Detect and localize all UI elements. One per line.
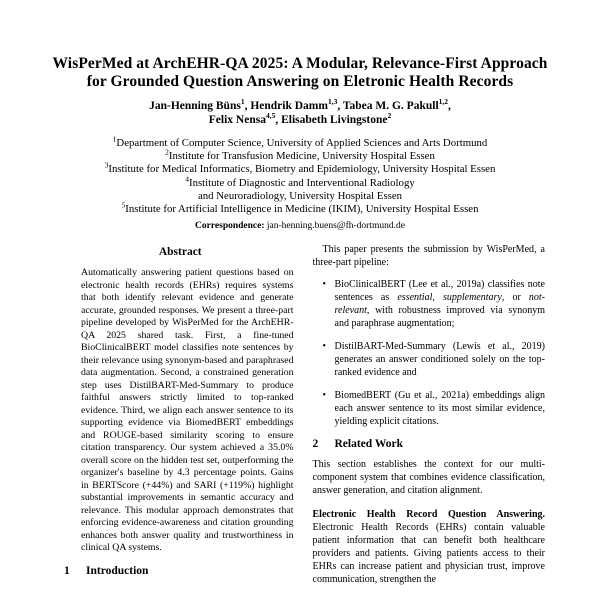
affiliation-line: $^3$Institute for Medical Informatics, Biometry and Epidemiology, University Hospital Essen: [104, 160, 496, 176]
section-title: Introduction: [86, 564, 149, 577]
section-number: 2: [312, 438, 319, 451]
bullet-marker: •: [322, 279, 327, 291]
left-column: [64, 243, 297, 596]
correspondence-email: jan-henning.buens@fh-dortmund.de: [266, 221, 405, 232]
affiliation-line: and Neuroradiology, University Hospital Essen: [197, 189, 403, 202]
author-name: Tabea M. G. Pakull: [342, 100, 439, 112]
abstract-heading: Abstract: [158, 246, 202, 259]
author-name: Elisabeth Livingstone: [281, 114, 388, 126]
author-affil-sup: 2: [387, 111, 392, 121]
author-name: Jan-Henning Büns: [149, 100, 241, 112]
bullet-item-biomedbert: • BiomedBERT (Gu et al., 2021a) embeddings align each answer sentence to its most similar evidence, yielding explicit citations.: [322, 390, 545, 428]
section-heading-introduction: [64, 565, 297, 577]
pipeline-bullet-list: [313, 278, 546, 428]
pipeline-intro-paragraph: This paper presents the submission by WisPerMed, a three-part pipeline:: [312, 244, 545, 269]
paper-title: WisPerMed at ArchEHR-QA 2025: A Modular, Relevance-First Approach for Grounded Question Answering on Eletronic Health Records: [52, 55, 548, 90]
author-line-1: Jan-Henning Büns$^1$, Hendrik Damm$^{1,3}$, Tabea M. G. Pakull$^{1,2}$,: [149, 97, 451, 112]
bullet-item-distilbart: • DistilBART-Med-Summary (Lewis et al., 2019) generates an answer conditioned solely on the top-ranked evidence and: [322, 341, 545, 379]
affiliation-line: $^4$Institute of Diagnostic and Interventional Radiology: [185, 174, 415, 189]
author-affil-sup: 1,2: [438, 97, 449, 107]
affiliation-line: $^1$Department of Computer Science, University of Applied Sciences and Arts Dortmund: [112, 134, 488, 149]
correspondence-line: [0, 221, 600, 231]
ehr-run-in-heading: Electronic Health Record Question Answering.: [312, 509, 545, 521]
paper-header: [0, 0, 600, 231]
abstract-text: Automatically answering patient questions based on electronic health records (EHRs) requires systems that both identify relevant evidence and generate accurate, grounded responses. We present a three-part pipeline developed by WisPerMed for the ArchEHR-QA 2025 shared task. First, a fine-tuned BioClinicalBERT model classifies note sentences by their relevance using synonym-based and paraphrased data augmentation. Second, a constrained generation step uses DistilBART-Med-Summary to produce faithful answers strictly limited to top-ranked evidence. Third, we align each answer sentence to its supporting evidence via BiomedBERT embeddings and ROUGE-based similarity scoring to ensure citation transparency. Our system achieved a 35.0% overall score on the hidden test set, outperforming the organizer's baseline by 4.3 percentage points. Gains in BERTScore (+44%) and SARI (+119%) highlight substantial improvements in semantic accuracy and relevance. This modular approach demonstrates that enforcing evidence-awareness and citation grounding enhances both answer quality and trustworthiness in clinical QA systems.: [81, 267, 294, 554]
author-line-2: Felix Nensa$^{4,5}$, Elisabeth Livingstone$^2$: [208, 111, 392, 126]
bullet-marker: •: [322, 390, 327, 402]
affiliation-line: $^2$Institute for Transfusion Medicine, University Hospital Essen: [165, 147, 435, 163]
two-column-body: [0, 243, 600, 596]
author-affil-sup: 1: [240, 97, 245, 107]
bullet-item-bioclinicalbert: • BioClinicalBERT (Lee et al., 2019a) classifies note sentences as essential, supplementary, or not-relevant, with robustness improved via synonym and paraphrase augmentation;: [322, 279, 545, 330]
author-list: [0, 99, 600, 127]
section-title: Related Work: [334, 438, 403, 451]
author-name: Hendrik Damm: [250, 100, 328, 112]
related-work-paragraph: This section establishes the context for our multi-component system that combines evidence classification, answer generation, and citation alignment.: [312, 459, 545, 497]
affiliation-line: $^5$Institute for Artificial Intelligence in Medicine (IKIM), University Hospital Essen: [121, 200, 479, 216]
section-heading-related-work: [313, 438, 546, 451]
author-affil-sup: 4,5: [265, 111, 276, 121]
correspondence-label: Correspondence:: [195, 221, 265, 232]
bullet-marker: •: [322, 341, 327, 353]
right-column: [313, 243, 546, 596]
section-number: 1: [64, 564, 70, 577]
author-affil-sup: 1,3: [327, 97, 338, 107]
affiliation-list: [0, 134, 600, 216]
ehr-qa-paragraph: Electronic Health Record Question Answering. Electronic Health Records (EHRs) contain valuable patient information that can benefit both healthcare providers and patients. Giving patients access to their EHRs can increase patient and physician trust, improve communication, strengthen the: [312, 509, 545, 586]
author-name: Felix Nensa: [208, 114, 266, 126]
